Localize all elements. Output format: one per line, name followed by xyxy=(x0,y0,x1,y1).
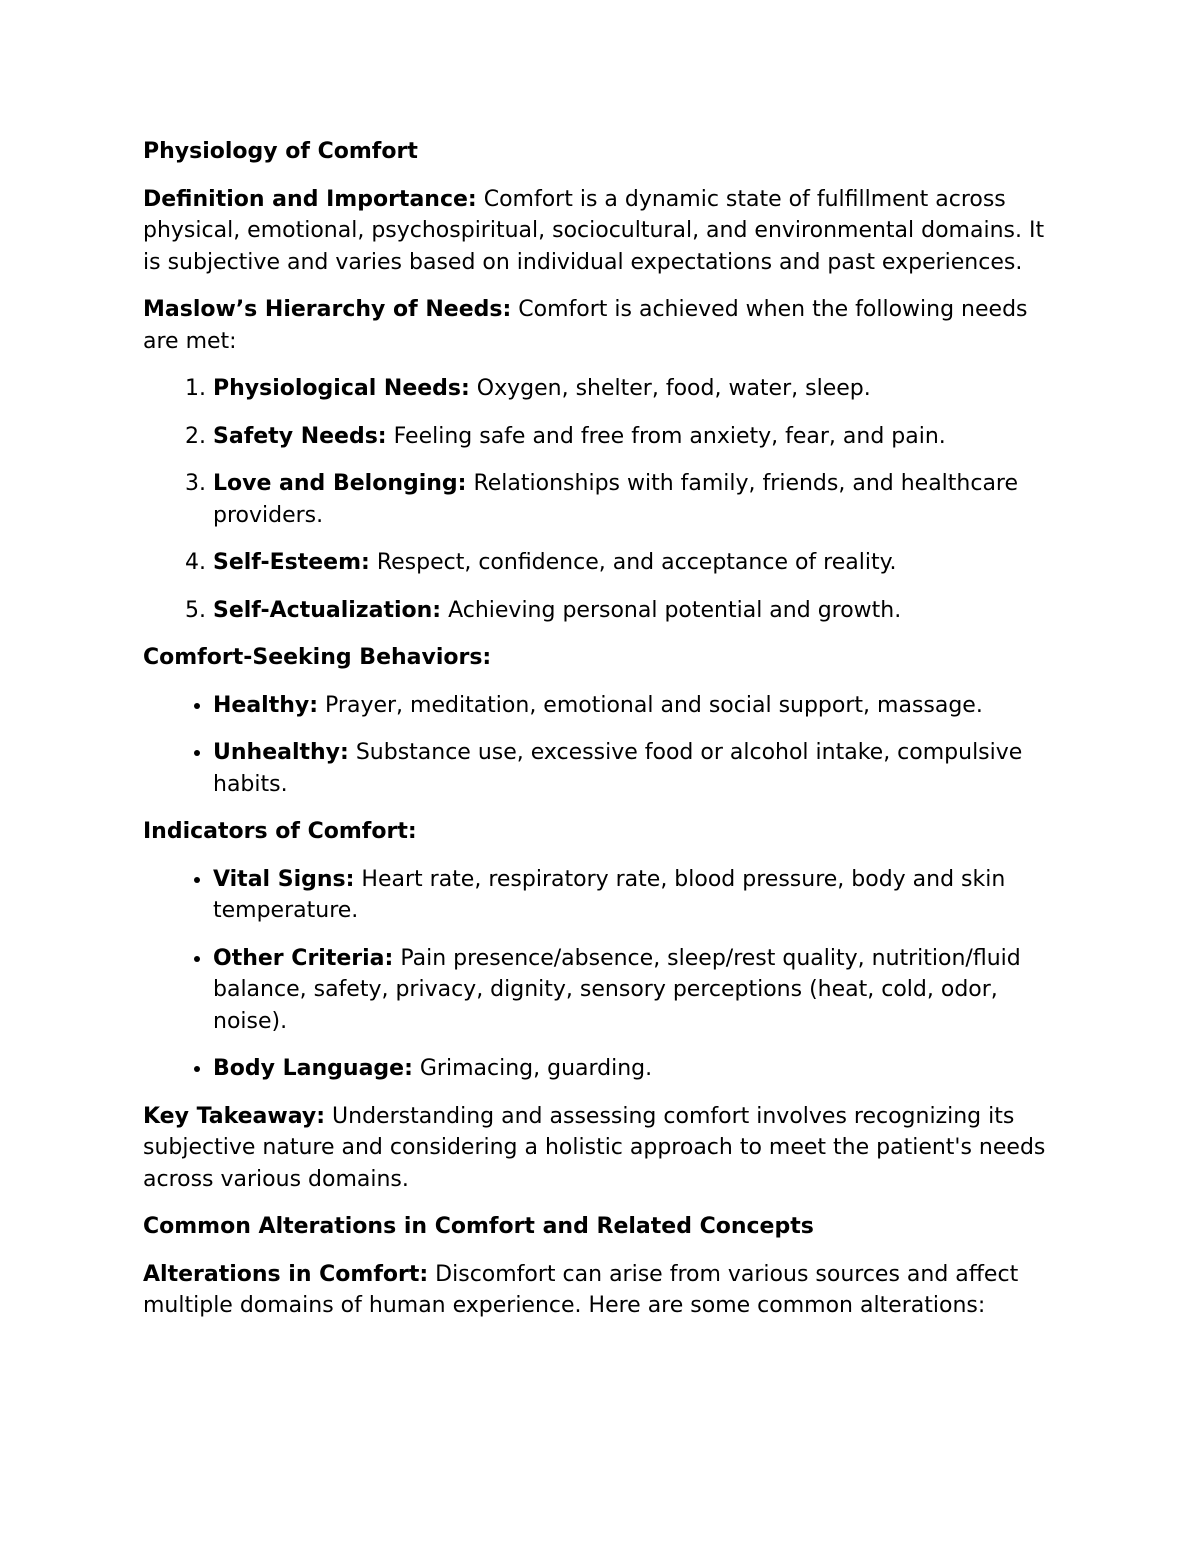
list-item xyxy=(213,547,1063,579)
alterations-label: Alterations in Comfort: xyxy=(143,1261,429,1287)
list-item-text: Heart rate, respiratory rate, blood pressure, body and skin temperature. xyxy=(213,866,1006,923)
alterations-text: Discomfort can arise from various sources and affect multiple domains of human experience. Here are some common alterations: xyxy=(143,1261,1019,1318)
takeaway-label: Key Takeaway: xyxy=(143,1103,326,1129)
list-item-label: Physiological Needs: xyxy=(213,376,470,401)
maslow-paragraph xyxy=(143,294,1063,357)
list-item-label: Self-Actualization: xyxy=(213,597,442,623)
list-item xyxy=(213,468,1063,531)
alterations-section-heading: Common Alterations in Comfort and Related Concepts xyxy=(143,1214,814,1239)
list-item-text: Relationships with family, friends, and healthcare providers. xyxy=(213,471,1019,528)
alterations-paragraph xyxy=(143,1259,1063,1322)
list-item xyxy=(213,737,1063,800)
indicators-heading: Indicators of Comfort: xyxy=(143,819,417,844)
takeaway-text: Understanding and assessing comfort involves recognizing its subjective nature and considering a holistic approach to meet the patient's needs across various domains. xyxy=(143,1103,1046,1192)
list-item-text: Respect, confidence, and acceptance of reality. xyxy=(369,550,897,575)
document-page xyxy=(143,136,1063,1338)
takeaway-paragraph xyxy=(143,1101,1063,1196)
list-item-text: Achieving personal potential and growth. xyxy=(441,597,902,623)
list-item-label: Safety Needs: xyxy=(213,423,387,449)
list-item-label: Vital Signs: xyxy=(213,866,355,892)
list-item-label: Body Language: xyxy=(213,1056,413,1081)
list-item xyxy=(213,690,1063,722)
list-item-text: Feeling safe and free from anxiety, fear, and pain. xyxy=(386,423,946,449)
document-title: Physiology of Comfort xyxy=(143,139,418,164)
list-item xyxy=(213,1053,1063,1085)
list-item-text: Prayer, meditation, emotional and social support, massage. xyxy=(318,692,983,718)
maslow-needs-list xyxy=(143,373,1063,626)
list-item-text: Pain presence/absence, sleep/rest quality, nutrition/fluid balance, safety, privacy, dignity, sensory perceptions (heat, cold, odor, noise). xyxy=(213,945,1021,1034)
definition-paragraph xyxy=(143,184,1063,279)
definition-text: Comfort is a dynamic state of fulfillment across physical, emotional, psychospiritual, sociocultural, and environmental domains. It is subjective and varies based on individual expectations and past experiences. xyxy=(143,186,1045,275)
list-item-text: Substance use, excessive food or alcohol intake, compulsive habits. xyxy=(213,740,1023,797)
list-item-label: Healthy: xyxy=(213,692,319,718)
list-item-label: Unhealthy: xyxy=(213,740,349,765)
list-item xyxy=(213,373,1063,405)
list-item xyxy=(213,864,1063,927)
behaviors-heading: Comfort-Seeking Behaviors: xyxy=(143,645,492,670)
maslow-label: Maslow’s Hierarchy of Needs: xyxy=(143,297,512,322)
list-item-label: Love and Belonging: xyxy=(213,471,467,496)
list-item xyxy=(213,421,1063,453)
behaviors-list xyxy=(143,690,1063,801)
indicators-list xyxy=(143,864,1063,1085)
definition-label: Definition and Importance: xyxy=(143,186,477,212)
list-item xyxy=(213,595,1063,627)
maslow-text: Comfort is achieved when the following needs are met: xyxy=(143,297,1028,354)
list-item-label: Other Criteria: xyxy=(213,945,394,971)
list-item-text: Grimacing, guarding. xyxy=(412,1056,653,1081)
list-item-label: Self-Esteem: xyxy=(213,550,370,575)
list-item-text: Oxygen, shelter, food, water, sleep. xyxy=(469,376,871,401)
list-item xyxy=(213,943,1063,1038)
